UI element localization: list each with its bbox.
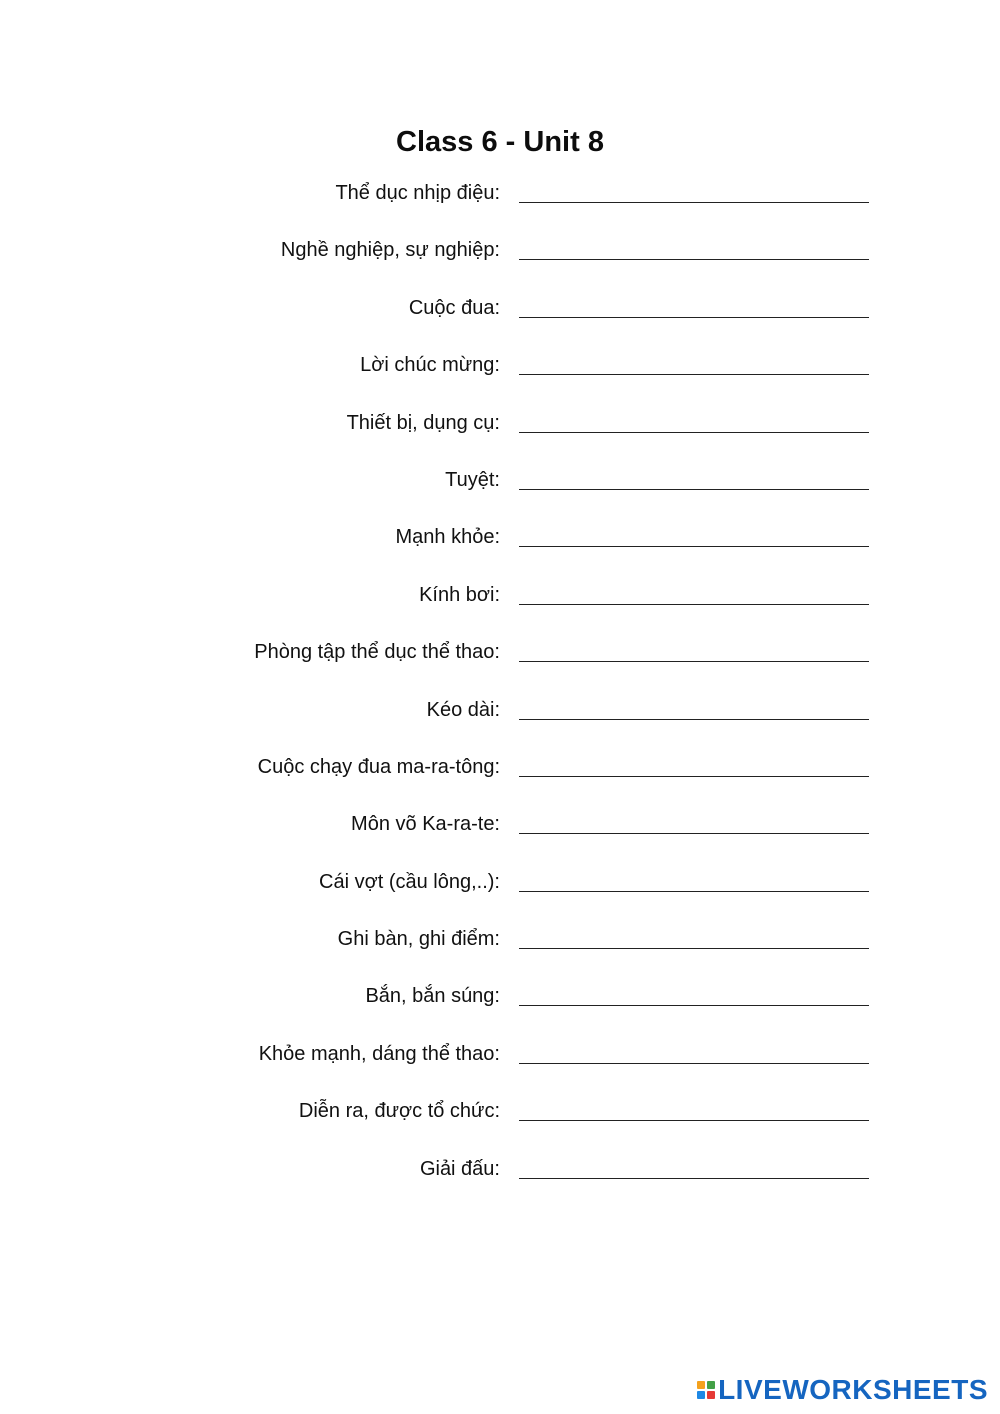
vocab-row [0,1150,1000,1207]
vocab-row [0,691,1000,748]
answer-input[interactable] [519,317,869,318]
logo-text: LIVEWORKSHEETS [718,1374,988,1405]
vocab-row [0,518,1000,575]
vocab-row [0,977,1000,1034]
vocab-row [0,748,1000,805]
answer-input[interactable] [519,489,869,490]
vocab-row [0,174,1000,231]
answer-input[interactable] [519,259,869,260]
vocab-label: Khỏe mạnh, dáng thể thao: [258,1042,500,1065]
answer-input[interactable] [519,719,869,720]
vocab-row [0,576,1000,633]
vocab-label: Cuộc đua: [408,296,500,319]
vocab-row [0,1092,1000,1149]
logo-square [697,1391,705,1399]
vocab-label: Tuyệt: [445,468,500,491]
logo-square [707,1391,715,1399]
vocab-label: Ghi bàn, ghi điểm: [337,928,500,951]
vocab-label: Nghề nghiệp, sự nghiệp: [280,239,500,262]
vocab-label: Thiết bị, dụng cụ: [346,411,500,434]
answer-input[interactable] [519,1063,869,1064]
liveworksheets-logo-icon [697,1381,715,1399]
vocab-label: Cuộc chạy đua ma-ra-tông: [257,755,500,778]
vocab-label: Diễn ra, được tổ chức: [298,1100,500,1123]
worksheet-title: Class 6 - Unit 8 [396,126,604,158]
vocab-row [0,289,1000,346]
vocab-row [0,461,1000,518]
answer-input[interactable] [519,374,869,375]
logo-square [707,1381,715,1389]
vocab-row [0,633,1000,690]
vocab-row [0,404,1000,461]
answer-input[interactable] [519,604,869,605]
answer-input[interactable] [519,546,869,547]
answer-input[interactable] [519,1005,869,1006]
answer-input[interactable] [519,661,869,662]
vocab-row [0,346,1000,403]
vocab-row [0,863,1000,920]
vocab-label: Giải đấu: [419,1157,500,1180]
answer-input[interactable] [519,776,869,777]
answer-input[interactable] [519,1120,869,1121]
answer-input[interactable] [519,202,869,203]
vocab-row [0,805,1000,862]
vocab-label: Lời chúc mừng: [360,354,500,377]
vocab-label: Kính bơi: [419,583,500,606]
vocab-label: Môn võ Ka-ra-te: [351,813,500,836]
answer-input[interactable] [519,891,869,892]
answer-input[interactable] [519,948,869,949]
vocab-label: Bắn, bắn súng: [365,985,500,1008]
vocab-row [0,231,1000,288]
vocab-label: Phòng tập thể dục thể thao: [254,641,500,664]
vocab-label: Cái vợt (cầu lông,..): [319,870,500,893]
answer-input[interactable] [519,1178,869,1179]
vocab-row [0,920,1000,977]
vocab-label: Thể dục nhịp điệu: [335,182,500,204]
logo-square [697,1381,705,1389]
vocab-label: Mạnh khỏe: [395,526,500,549]
vocab-row [0,1035,1000,1092]
vocab-label: Kéo dài: [426,698,500,721]
answer-input[interactable] [519,833,869,834]
answer-input[interactable] [519,432,869,433]
liveworksheets-logo [697,1374,988,1406]
vocabulary-list [0,174,1000,1207]
